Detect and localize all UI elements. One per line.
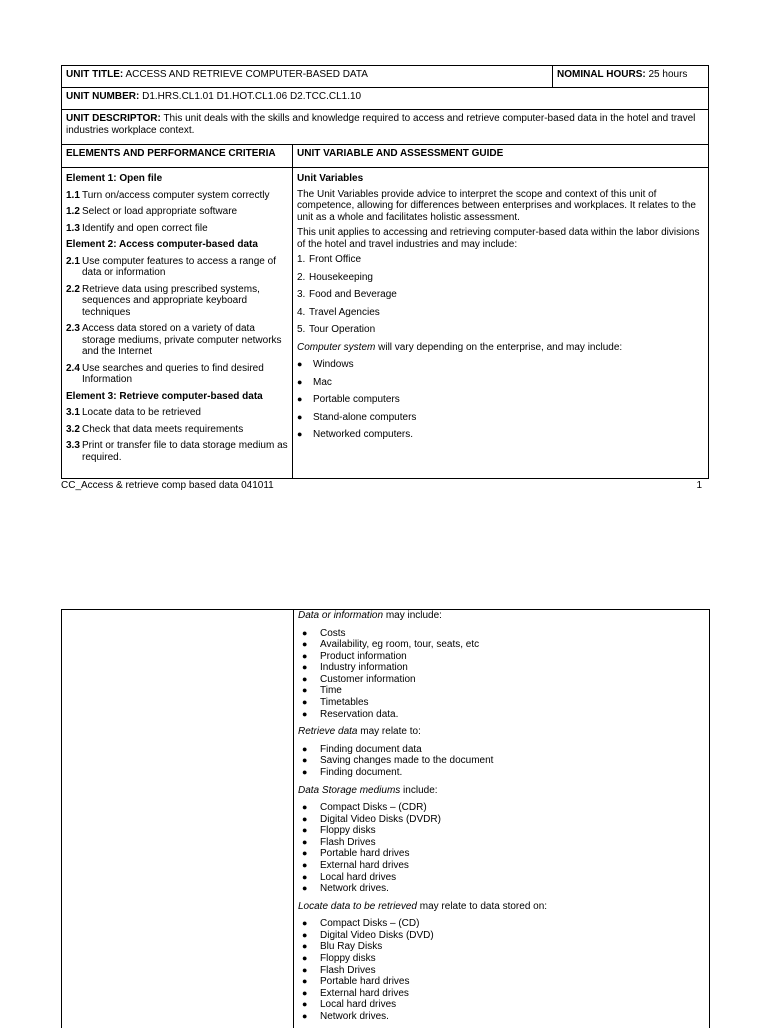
criterion-number: 3.3 [66, 440, 80, 451]
division-list [297, 254, 704, 336]
list-item: ● Floppy disks [298, 825, 698, 837]
bullet-icon: ● [302, 941, 308, 952]
nominal-hours-label: NOMINAL HOURS: [557, 69, 646, 80]
unit-number-row [62, 88, 709, 110]
list-item: ● External hard drives [298, 860, 698, 872]
criterion-number: 2.3 [66, 323, 80, 334]
list-item: ● Availability, eg room, tour, seats, etc [298, 639, 698, 651]
list-item: ● Portable hard drives [298, 976, 698, 988]
computer-system-list [297, 359, 704, 441]
bullet-icon: ● [297, 394, 303, 404]
criterion [66, 190, 288, 202]
bullet-icon: ● [297, 376, 303, 387]
bullet-icon: ● [302, 953, 308, 964]
criterion-text: Access data stored on a variety of data storage mediums, private computer networks and the Internet [82, 323, 282, 357]
list-item: ● Windows [297, 359, 354, 370]
unit-title-label: UNIT TITLE: [66, 69, 124, 80]
variables-header: UNIT VARIABLE AND ASSESSMENT GUIDE [293, 145, 709, 168]
list-item: ● Network drives. [298, 1011, 698, 1023]
list-item: ● Product information [298, 651, 698, 663]
criterion-text: Use computer features to access a range of data or information [82, 255, 276, 278]
list-item: ● Local hard drives [298, 872, 698, 884]
continuation-right-cell [298, 610, 698, 1029]
bullet-icon: ● [302, 639, 308, 650]
criterion-text: Identify and open correct file [82, 222, 208, 234]
bullet-list [298, 744, 698, 779]
criterion [66, 284, 288, 319]
page-number: 1 [696, 480, 702, 491]
column-header-row [62, 145, 709, 168]
variables-cell [293, 168, 709, 479]
bullet-icon: ● [297, 411, 303, 422]
element-1 [66, 173, 288, 234]
list-item: ● Compact Disks – (CDR) [298, 802, 698, 814]
criterion-text: Check that data meets requirements [82, 423, 244, 435]
list-item: ● Portable hard drives [298, 848, 698, 860]
bullet-icon: ● [302, 964, 308, 975]
list-item: ● Finding document. [298, 767, 698, 779]
list-item: ● Finding document data [298, 744, 698, 756]
section-heading: Retrieve data may relate to: [298, 726, 421, 738]
unit-table [61, 65, 709, 479]
bullet-icon: ● [302, 697, 308, 708]
bullet-icon: ● [302, 987, 308, 998]
unit-number-value: D1.HRS.CL1.01 D1.HOT.CL1.06 D2.TCC.CL1.10 [142, 91, 362, 102]
bullet-icon: ● [302, 627, 308, 638]
unit-number-label: UNIT NUMBER: [66, 91, 140, 102]
list-item: ● Time [298, 685, 698, 697]
unit-descriptor-row [62, 110, 709, 145]
bullet-icon: ● [302, 685, 308, 696]
list-item: ● Mac [297, 376, 332, 388]
list-item: 4. Travel Agencies [297, 306, 380, 318]
elements-cell [62, 168, 293, 479]
computer-system-intro: Computer system will vary depending on the enterprise, and may include: [297, 341, 623, 353]
list-item: ● Stand-alone computers [297, 411, 417, 423]
bullet-list [298, 918, 698, 1022]
list-item: ● Costs [298, 628, 698, 640]
bullet-icon: ● [302, 802, 308, 813]
section-data-or-information [298, 610, 698, 720]
criterion-text: Locate data to be retrieved [82, 407, 201, 418]
bullet-icon: ● [297, 429, 303, 439]
criterion-number: 3.2 [66, 423, 80, 435]
element-2 [66, 239, 288, 386]
bullet-list [298, 802, 698, 895]
criterion-number: 1.1 [66, 189, 80, 201]
unit-title-row [62, 66, 709, 88]
list-item: ● External hard drives [298, 988, 698, 1000]
bullet-icon: ● [302, 673, 308, 684]
criterion [66, 440, 288, 463]
criterion [66, 407, 288, 419]
bullet-icon: ● [302, 836, 308, 847]
criterion-number: 2.4 [66, 362, 80, 374]
list-item: 5. Tour Operation [297, 324, 376, 335]
section-locate-data [298, 901, 698, 1023]
criterion [66, 363, 288, 386]
page-footer [61, 478, 708, 492]
bullet-icon: ● [302, 999, 308, 1010]
bullet-icon: ● [302, 755, 308, 766]
criterion-text: Print or transfer file to data storage medium as required. [82, 440, 288, 463]
unit-descriptor-label: UNIT DESCRIPTOR: [66, 113, 161, 124]
bullet-icon: ● [302, 929, 308, 940]
element-title: Element 3: Retrieve computer-based data [66, 390, 263, 402]
bullet-icon: ● [302, 662, 308, 673]
list-item: ● Local hard drives [298, 999, 698, 1011]
variables-para-2: This unit applies to accessing and retrieving computer-based data within the labor divisions of the hotel and travel industries and may include: [297, 227, 700, 250]
criterion-number: 1.3 [66, 222, 80, 234]
list-item: ● Saving changes made to the document [298, 755, 698, 767]
section-heading: Locate data to be retrieved may relate to data stored on: [298, 900, 548, 912]
list-item: ● Blu Ray Disks [298, 941, 698, 953]
content-row [62, 168, 709, 479]
continuation-table [61, 609, 710, 1028]
elements-header: ELEMENTS AND PERFORMANCE CRITERIA [62, 145, 293, 168]
list-item: ● Reservation data. [298, 709, 698, 721]
criterion-text: Turn on/access computer system correctly [82, 189, 270, 201]
bullet-icon: ● [302, 813, 308, 824]
criterion [66, 223, 288, 235]
variables-para-1: The Unit Variables provide advice to interpret the scope and context of this unit of competence, allowing for differences between enterprises and workplaces. It relates to the unit as a whole and facilitates holistic assessment. [297, 188, 696, 223]
criterion [66, 323, 288, 358]
list-item: 1. Front Office [297, 254, 362, 265]
list-item: ● Industry information [298, 662, 698, 674]
bullet-icon: ● [302, 1011, 308, 1022]
criterion-text: Select or load appropriate software [82, 206, 238, 217]
list-item: ● Compact Disks – (CD) [298, 918, 698, 930]
bullet-icon: ● [302, 708, 308, 719]
list-item: ● Floppy disks [298, 953, 698, 965]
bullet-icon: ● [302, 766, 308, 777]
bullet-icon: ● [297, 359, 303, 369]
list-item: ● Timetables [298, 697, 698, 709]
criterion [66, 424, 288, 436]
list-item: 3. Food and Beverage [297, 289, 397, 300]
section-data-storage-mediums [298, 785, 698, 895]
nominal-hours-value: 25 hours [648, 69, 688, 80]
list-item: 2. Housekeeping [297, 271, 373, 283]
list-item: ● Flash Drives [298, 965, 698, 977]
bullet-icon: ● [302, 871, 308, 882]
footer-text: CC_Access & retrieve comp based data 041011 [61, 480, 274, 491]
criterion [66, 256, 288, 279]
unit-descriptor-value: This unit deals with the skills and knowledge required to access and retrieve computer-based data in the hotel and travel industries workplace context. [66, 113, 696, 136]
column-divider [293, 610, 294, 1028]
bullet-icon: ● [302, 743, 308, 754]
list-item: ● Network drives. [298, 883, 698, 895]
list-item: ● Networked computers. [297, 429, 414, 440]
bullet-icon: ● [302, 883, 308, 894]
criterion [66, 206, 288, 218]
element-title: Element 2: Access computer-based data [66, 239, 258, 250]
bullet-icon: ● [302, 848, 308, 859]
element-title: Element 1: Open file [66, 173, 163, 184]
section-heading: Data Storage mediums include: [298, 784, 438, 796]
bullet-icon: ● [302, 650, 308, 661]
variables-heading: Unit Variables [297, 173, 364, 184]
list-item: ● Digital Video Disks (DVDR) [298, 814, 698, 826]
section-heading: Data or information may include: [298, 610, 442, 621]
bullet-icon: ● [302, 918, 308, 929]
element-3 [66, 391, 288, 464]
bullet-icon: ● [302, 860, 308, 870]
list-item: ● Portable computers [297, 394, 400, 405]
bullet-list [298, 628, 698, 721]
list-item: ● Digital Video Disks (DVD) [298, 930, 698, 942]
bullet-icon: ● [302, 976, 308, 987]
list-item: ● Customer information [298, 674, 698, 686]
criterion-number: 2.2 [66, 283, 80, 295]
criterion-number: 3.1 [66, 407, 80, 418]
section-retrieve-data [298, 726, 698, 778]
criterion-number: 2.1 [66, 255, 80, 267]
criterion-text: Use searches and queries to find desired Information [82, 362, 264, 385]
criterion-text: Retrieve data using prescribed systems, sequences and appropriate keyboard techniques [82, 283, 260, 318]
criterion-number: 1.2 [66, 206, 80, 217]
unit-title-value: ACCESS AND RETRIEVE COMPUTER-BASED DATA [125, 69, 368, 80]
list-item: ● Flash Drives [298, 837, 698, 849]
bullet-icon: ● [302, 825, 308, 836]
